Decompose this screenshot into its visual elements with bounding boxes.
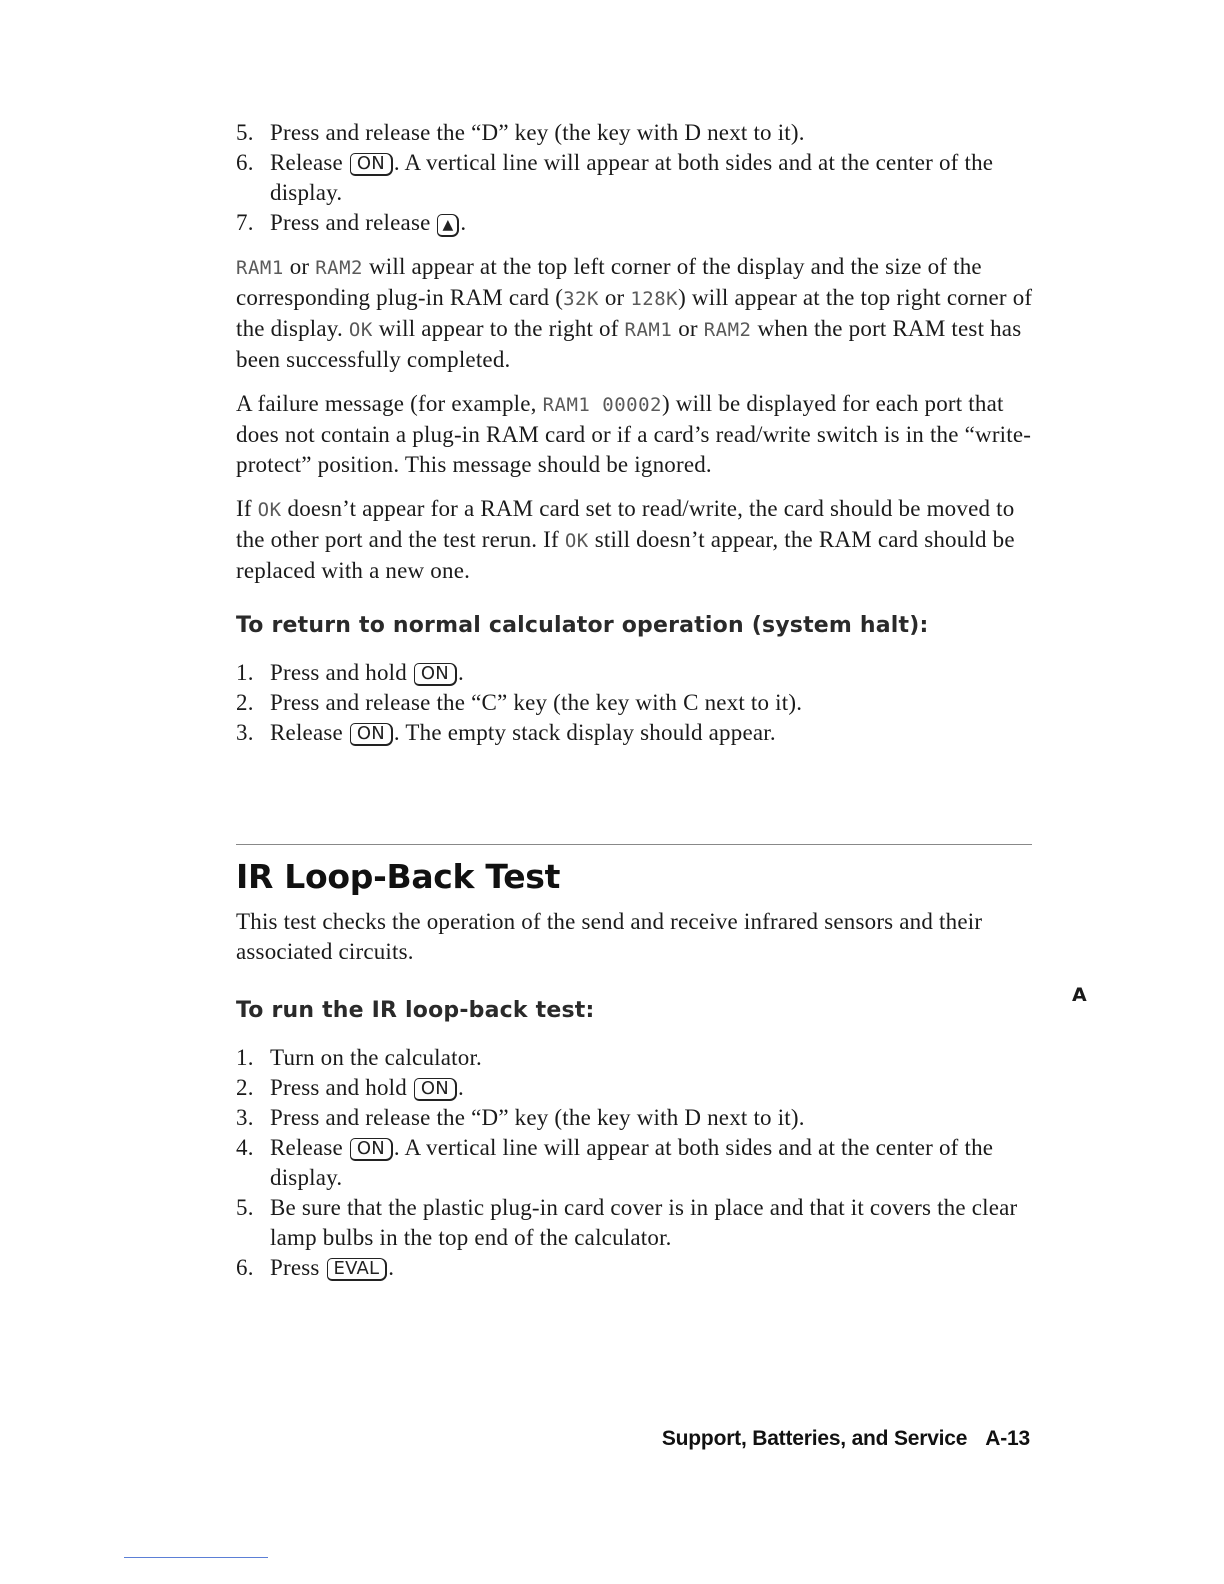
step-text-post: . bbox=[457, 660, 464, 685]
step-number: 2. bbox=[236, 690, 254, 715]
step-text-post: . bbox=[460, 210, 467, 235]
step-number: 2. bbox=[236, 1075, 254, 1100]
step-text bbox=[270, 1073, 1036, 1103]
text-run: when the port RAM test has been successfully completed. bbox=[236, 316, 1022, 372]
step-text: Press and release the “D” key (the key with D next to it). bbox=[270, 120, 805, 145]
step-text bbox=[270, 658, 1036, 688]
scan-artifact-line bbox=[124, 1557, 268, 1558]
text-run: ) will be displayed for each port that does not contain a plug-in RAM card or if a card’s read/write switch is in the “write-protect” position. This message should be ignored. bbox=[236, 391, 1032, 477]
text-run: A failure message (for example, bbox=[236, 391, 543, 416]
eval-key-icon: EVAL bbox=[327, 1258, 388, 1281]
on-key-icon: ON bbox=[414, 663, 457, 686]
section-intro: This test checks the operation of the send and receive infrared sensors and their associated circuits. bbox=[236, 909, 983, 964]
steps-halt-list bbox=[236, 658, 1036, 748]
text-run: will appear at the top left corner of the display and the size of the corresponding plug-in RAM card ( bbox=[236, 254, 982, 310]
list-item bbox=[236, 1103, 1036, 1133]
step-text: Press and release the “C” key (the key with C next to it). bbox=[270, 690, 803, 715]
list-item bbox=[236, 1133, 1036, 1193]
step-text-pre: Press and release bbox=[270, 210, 437, 235]
list-item bbox=[236, 1253, 1036, 1283]
step-number: 5. bbox=[236, 120, 254, 145]
on-key-icon: ON bbox=[350, 1138, 393, 1161]
text-run: still doesn’t appear, the RAM card should be replaced with a new one. bbox=[236, 527, 1015, 583]
steps-top-list bbox=[236, 118, 1036, 238]
step-number: 1. bbox=[236, 660, 254, 685]
step-text bbox=[270, 1133, 1036, 1193]
on-key-icon: ON bbox=[350, 723, 393, 746]
lcd-text: RAM1 bbox=[624, 319, 673, 341]
on-key-icon: ON bbox=[414, 1078, 457, 1101]
step-text-post: . A vertical line will appear at both sides and at the center of the display. bbox=[270, 150, 994, 205]
step-text-pre: Release bbox=[270, 720, 349, 745]
step-text: Turn on the calculator. bbox=[270, 1045, 482, 1070]
up-arrow-key-icon: ▲ bbox=[437, 214, 459, 237]
step-text-post: . The empty stack display should appear. bbox=[393, 720, 776, 745]
list-item bbox=[236, 718, 1036, 748]
text-run: If bbox=[236, 496, 258, 521]
step-text-post: . A vertical line will appear at both sides and at the center of the display. bbox=[270, 1135, 994, 1190]
step-text-post: . bbox=[388, 1255, 395, 1280]
step-text-post: . bbox=[457, 1075, 464, 1100]
step-text bbox=[270, 1253, 1036, 1283]
page-body bbox=[236, 118, 1036, 1283]
on-key-icon: ON bbox=[350, 153, 393, 176]
list-item bbox=[236, 1073, 1036, 1103]
lcd-text: 32K bbox=[563, 288, 599, 310]
lcd-text: OK bbox=[257, 499, 282, 521]
step-text-pre: Release bbox=[270, 150, 349, 175]
step-text: Be sure that the plastic plug-in card cover is in place and that it covers the clear lamp bulbs in the top end of the calculator. bbox=[270, 1195, 1018, 1250]
step-number: 5. bbox=[236, 1195, 254, 1220]
text-run: will appear to the right of bbox=[372, 316, 625, 341]
step-text-pre: Press and hold bbox=[270, 660, 413, 685]
step-number: 7. bbox=[236, 210, 254, 235]
text-run: ) will appear at the top right corner of the display. bbox=[236, 285, 1033, 341]
section-title: IR Loop-Back Test bbox=[236, 857, 561, 896]
appendix-tab-mark: A bbox=[1072, 984, 1087, 1006]
step-text-pre: Release bbox=[270, 1135, 349, 1160]
ok-missing-paragraph bbox=[236, 494, 1036, 586]
subheading-system-halt: To return to normal calculator operation (system halt): bbox=[236, 613, 929, 638]
list-item bbox=[236, 1043, 1036, 1073]
list-item bbox=[236, 688, 1036, 718]
list-item bbox=[236, 148, 1036, 208]
page-number: A-13 bbox=[985, 1427, 1030, 1450]
footer-title: Support, Batteries, and Service bbox=[661, 1427, 968, 1450]
step-number: 1. bbox=[236, 1045, 254, 1070]
list-item bbox=[236, 1193, 1036, 1253]
step-number: 6. bbox=[236, 1255, 254, 1280]
failure-message-paragraph bbox=[236, 389, 1036, 480]
list-item bbox=[236, 658, 1036, 688]
step-text-pre: Press bbox=[270, 1255, 326, 1280]
ram-result-paragraph bbox=[236, 252, 1036, 375]
list-item bbox=[236, 208, 1036, 238]
lcd-text: OK bbox=[348, 319, 373, 341]
section-divider bbox=[236, 844, 1032, 845]
lcd-text: RAM2 bbox=[703, 319, 752, 341]
step-text bbox=[270, 208, 1036, 238]
text-run: doesn’t appear for a RAM card set to read/write, the card should be moved to the other port and the test rerun. If bbox=[236, 496, 1015, 552]
page-footer bbox=[662, 1427, 1030, 1451]
step-text-pre: Press and hold bbox=[270, 1075, 413, 1100]
step-number: 4. bbox=[236, 1135, 254, 1160]
lcd-text: RAM2 bbox=[315, 257, 363, 279]
subheading-run-test: To run the IR loop-back test: bbox=[236, 998, 595, 1023]
step-text: Press and release the “D” key (the key with D next to it). bbox=[270, 1105, 805, 1130]
text-run: or bbox=[598, 285, 631, 310]
text-run: or bbox=[672, 316, 704, 341]
lcd-text: 128K bbox=[630, 288, 679, 310]
list-item bbox=[236, 118, 1036, 148]
step-text bbox=[270, 718, 1036, 748]
step-text bbox=[270, 148, 1036, 208]
lcd-text: OK bbox=[564, 530, 589, 552]
lcd-text: RAM1 00002 bbox=[542, 394, 662, 416]
step-number: 3. bbox=[236, 1105, 254, 1130]
step-number: 6. bbox=[236, 150, 254, 175]
text-run: or bbox=[283, 254, 316, 279]
lcd-text: RAM1 bbox=[236, 257, 284, 279]
steps-run-list bbox=[236, 1043, 1036, 1283]
step-number: 3. bbox=[236, 720, 254, 745]
